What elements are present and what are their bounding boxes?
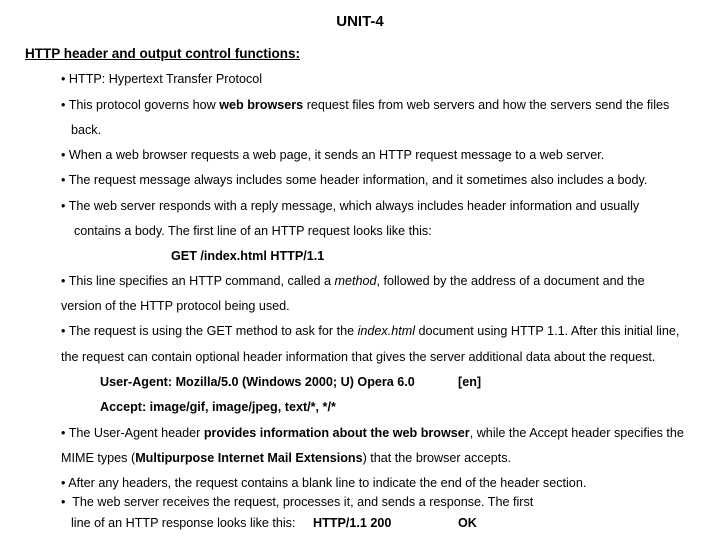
request-line-example: GET /index.html HTTP/1.1 [171,249,325,263]
section-heading: HTTP header and output control functions: [25,46,300,61]
bullet-item [61,172,647,188]
bullet-marker: • [61,426,66,440]
emphasis-text: provides information about the web browser [203,426,470,440]
user-agent-header-example: User-Agent: Mozilla/5.0 (Windows 2000; U) Opera 6.0 [100,375,415,389]
emphasis-text: Multipurpose Internet Mail Extensions [135,451,363,465]
emphasis-text: web browsers [219,98,304,112]
bullet-marker: • [61,495,66,509]
bullet-text: This protocol governs how [68,98,220,112]
bullet-text: This line specifies an HTTP command, called a [68,274,335,288]
bullet-item [61,71,262,87]
bullet-text: After any headers, the request contains a blank line to indicate the end of the header section. [68,476,587,490]
continuation-line: the request can contain optional header information that gives the server additional data about the request. [61,350,656,364]
page-title: UNIT-4 [336,13,384,30]
bullet-text: The request message always includes some header information, and it sometimes also includes a body. [68,173,648,187]
continuation-line: back. [71,123,102,137]
bullet-item [61,494,533,510]
bullet-text: HTTP: Hypertext Transfer Protocol [68,72,263,86]
bullet-text: The User-Agent header [68,426,204,440]
bullet-marker: • [61,199,66,213]
accept-header-example: Accept: image/gif, image/jpeg, text/*, */* [100,400,336,414]
bullet-marker: • [61,274,66,288]
bullet-text: The request is using the GET method to ask for the [68,324,358,338]
bullet-text: document using HTTP 1.1. After this initial line, [415,324,680,338]
bullet-item [61,475,586,491]
bullet-marker: • [61,98,66,112]
response-version: HTTP/1.1 200 [313,516,392,530]
continuation-line [61,450,511,466]
bullet-text: ) that the browser accepts. [362,451,512,465]
bullet-text: The web server receives the request, processes it, and sends a response. The first [72,495,534,509]
bullet-item [61,425,684,441]
bullet-item [61,323,679,339]
bullet-item [61,198,639,214]
bullet-item [61,147,604,163]
bullet-text: , followed by the address of a document and the [376,274,645,288]
bullet-marker: • [61,324,66,338]
emphasis-text: index.html [357,324,415,338]
bullet-marker: • [61,173,66,187]
user-agent-language: [en] [458,375,482,389]
bullet-text: request files from web servers and how the servers send the files [303,98,670,112]
bullet-item [61,97,669,113]
bullet-text: When a web browser requests a web page, it sends an HTTP request message to a web server. [68,148,605,162]
bullet-marker: • [61,72,66,86]
continuation-line: line of an HTTP response looks like this: [71,516,296,530]
bullet-text: MIME types ( [61,451,136,465]
bullet-text: , while the Accept header specifies the [469,426,684,440]
emphasis-text: method [334,274,377,288]
bullet-marker: • [61,476,66,490]
response-status: OK [458,516,477,530]
continuation-line: version of the HTTP protocol being used. [61,299,290,313]
bullet-marker: • [61,148,66,162]
continuation-line: contains a body. The first line of an HTTP request looks like this: [74,224,432,238]
bullet-text: The web server responds with a reply message, which always includes header information and usually [68,199,640,213]
bullet-item [61,273,645,289]
